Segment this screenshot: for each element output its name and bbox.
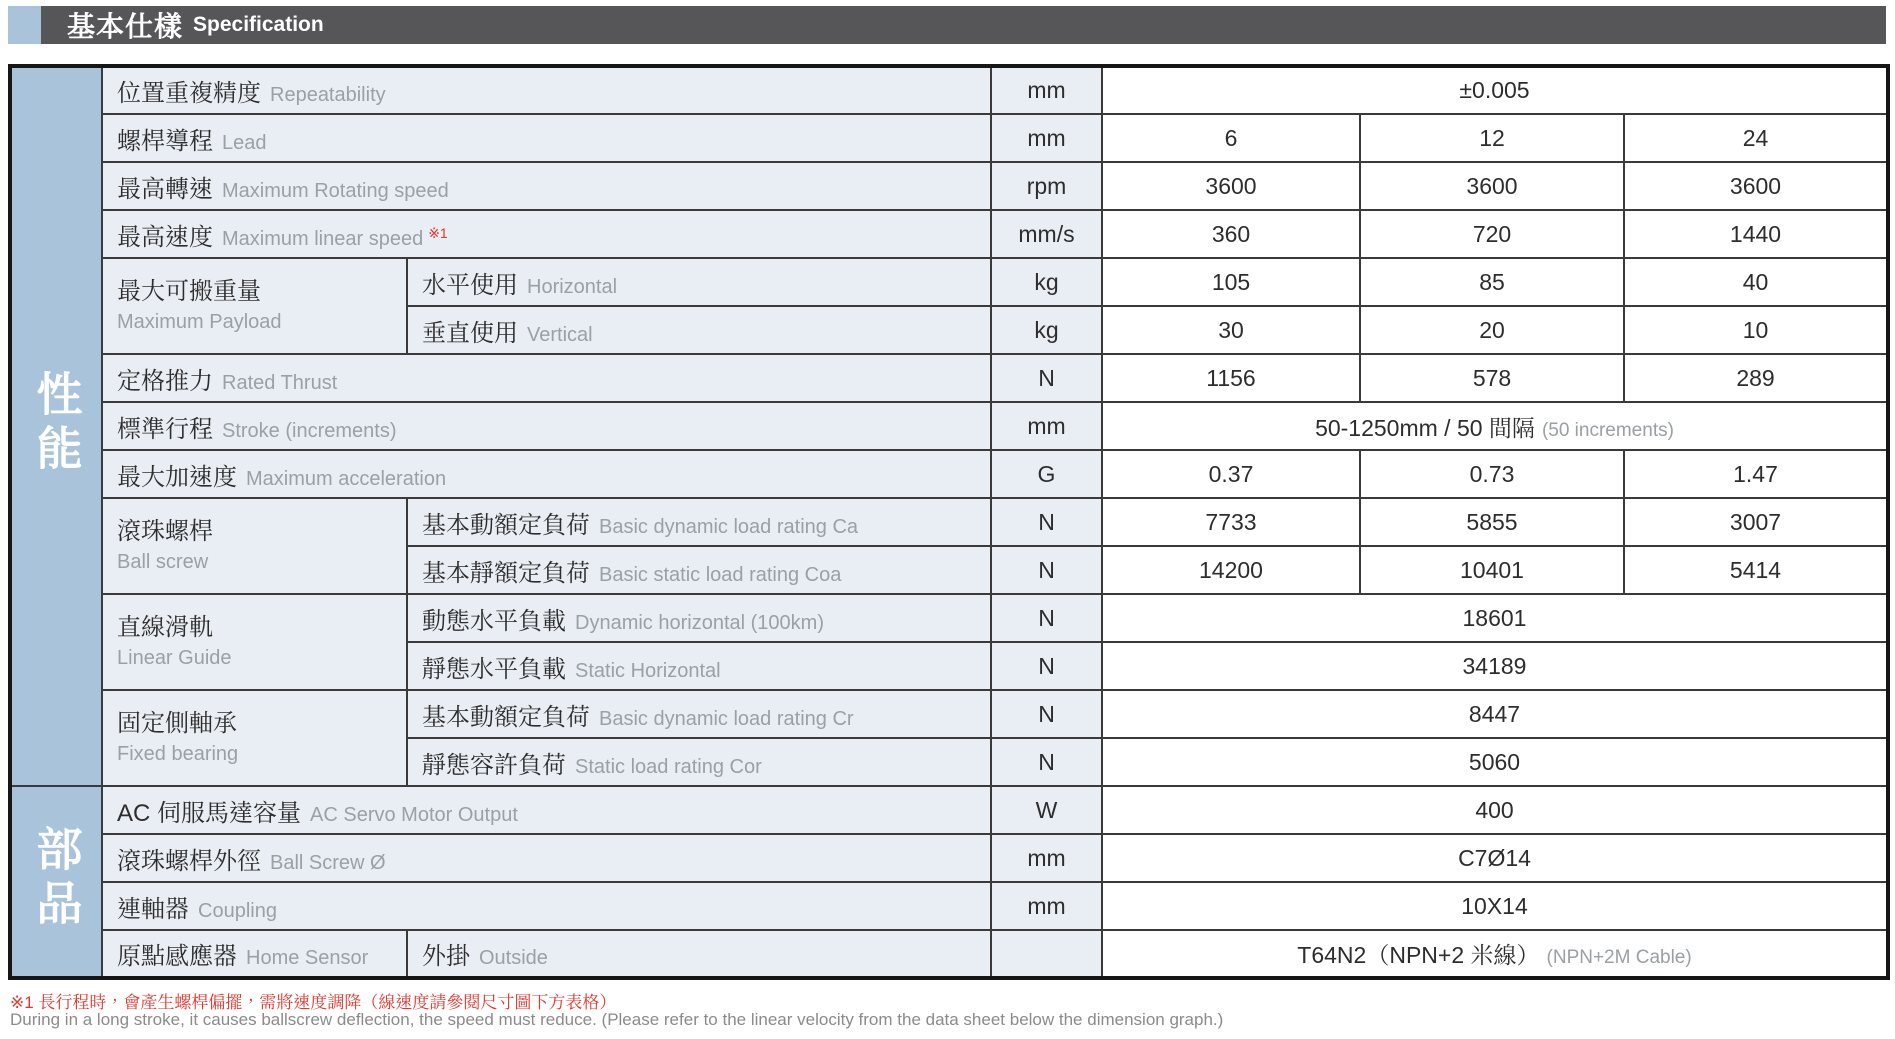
unit-cell: kg [991, 258, 1102, 306]
value-cell: 105 [1102, 258, 1360, 306]
value-cell: 30 [1102, 306, 1360, 354]
row-lead-label: 螺桿導程 Lead [102, 114, 991, 162]
header-accent-square [8, 6, 41, 44]
value-cell: ±0.005 [1102, 66, 1888, 114]
value-cell: 10401 [1360, 546, 1624, 594]
unit-cell: kg [991, 306, 1102, 354]
table-row [10, 594, 1888, 642]
unit-cell: mm [991, 834, 1102, 882]
table-row [10, 402, 1888, 450]
value-cell: T64N2（NPN+2 米線） (NPN+2M Cable) [1102, 930, 1888, 978]
value-cell: 50-1250mm / 50 間隔 (50 increments) [1102, 402, 1888, 450]
value-cell: 7733 [1102, 498, 1360, 546]
row-repeatability-label: 位置重複精度 Repeatability [102, 66, 991, 114]
value-cell: 10 [1624, 306, 1888, 354]
unit-cell: N [991, 690, 1102, 738]
table-row [10, 450, 1888, 498]
value-cell: 360 [1102, 210, 1360, 258]
section-header [8, 6, 1886, 44]
value-cell: 5414 [1624, 546, 1888, 594]
footnote-ref-1: ※1 [428, 225, 448, 242]
table-row [10, 354, 1888, 402]
unit-cell: N [991, 642, 1102, 690]
unit-cell: mm [991, 114, 1102, 162]
value-cell: 578 [1360, 354, 1624, 402]
page-title-zh: 基本仕樣 [67, 11, 184, 42]
value-cell: 1156 [1102, 354, 1360, 402]
table-row [10, 114, 1888, 162]
value-cell: 400 [1102, 786, 1888, 834]
row-linear-guide-group-label: 直線滑軌 Linear Guide [102, 594, 407, 690]
value-cell: 5060 [1102, 738, 1888, 786]
value-cell: 6 [1102, 114, 1360, 162]
row-thrust-label: 定格推力 Rated Thrust [102, 354, 991, 402]
table-row [10, 210, 1888, 258]
unit-cell: mm [991, 882, 1102, 930]
unit-cell: rpm [991, 162, 1102, 210]
row-acceleration-label: 最大加速度 Maximum acceleration [102, 450, 991, 498]
unit-cell: N [991, 498, 1102, 546]
row-max-rotating-label: 最高轉速 Maximum Rotating speed [102, 162, 991, 210]
section-band-performance [10, 66, 102, 786]
unit-cell: G [991, 450, 1102, 498]
row-guide-dynamic-label: 動態水平負載 Dynamic horizontal (100km) [407, 594, 991, 642]
spec-table [8, 64, 1890, 980]
value-cell: 40 [1624, 258, 1888, 306]
table-row [10, 498, 1888, 546]
page-title-en: Specification [193, 13, 324, 36]
table-row [10, 930, 1888, 978]
row-servo-motor-label: AC 伺服馬達容量 AC Servo Motor Output [102, 786, 991, 834]
table-row [10, 66, 1888, 114]
value-cell: 3600 [1102, 162, 1360, 210]
unit-cell: N [991, 546, 1102, 594]
unit-cell: W [991, 786, 1102, 834]
value-cell: 1.47 [1624, 450, 1888, 498]
row-screw-diameter-label: 滾珠螺桿外徑 Ball Screw Ø [102, 834, 991, 882]
table-row [10, 786, 1888, 834]
unit-cell: mm/s [991, 210, 1102, 258]
value-cell: 20 [1360, 306, 1624, 354]
table-row [10, 258, 1888, 306]
row-home-sensor-outside-label: 外掛 Outside [407, 930, 991, 978]
section-band-parts [10, 786, 102, 978]
row-home-sensor-label: 原點感應器 Home Sensor [102, 930, 407, 978]
value-cell: 289 [1624, 354, 1888, 402]
unit-cell: mm [991, 402, 1102, 450]
value-cell: 0.37 [1102, 450, 1360, 498]
value-cell: 14200 [1102, 546, 1360, 594]
unit-cell: N [991, 594, 1102, 642]
row-ballscrew-dynamic-label: 基本動額定負荷 Basic dynamic load rating Ca [407, 498, 991, 546]
unit-cell [991, 930, 1102, 978]
value-cell: 0.73 [1360, 450, 1624, 498]
value-cell: 18601 [1102, 594, 1888, 642]
row-stroke-label: 標準行程 Stroke (increments) [102, 402, 991, 450]
table-row [10, 882, 1888, 930]
footnote-zh: ※1 長行程時，會產生螺桿偏擺，需將速度調降（線速度請參閱尺寸圖下方表格） [10, 993, 617, 1012]
value-cell: 3007 [1624, 498, 1888, 546]
value-cell: 10X14 [1102, 882, 1888, 930]
row-ballscrew-group-label: 滾珠螺桿 Ball screw [102, 498, 407, 594]
row-max-linear-label: 最高速度 Maximum linear speed ※1 [102, 210, 991, 258]
row-bearing-dynamic-label: 基本動額定負荷 Basic dynamic load rating Cr [407, 690, 991, 738]
row-coupling-label: 連軸器 Coupling [102, 882, 991, 930]
unit-cell: N [991, 354, 1102, 402]
row-payload-group-label: 最大可搬重量 Maximum Payload [102, 258, 407, 354]
value-cell: 24 [1624, 114, 1888, 162]
row-guide-static-label: 靜態水平負載 Static Horizontal [407, 642, 991, 690]
table-row [10, 690, 1888, 738]
value-cell: 5855 [1360, 498, 1624, 546]
value-cell: 3600 [1360, 162, 1624, 210]
table-row [10, 162, 1888, 210]
value-cell: 85 [1360, 258, 1624, 306]
unit-cell: N [991, 738, 1102, 786]
unit-cell: mm [991, 66, 1102, 114]
header-title-bar [41, 6, 1886, 44]
section-label-parts: 部品 [30, 825, 83, 933]
row-payload-vertical-label: 垂直使用 Vertical [407, 306, 991, 354]
section-label-performance: 性能 [30, 370, 83, 478]
row-ballscrew-static-label: 基本靜額定負荷 Basic static load rating Coa [407, 546, 991, 594]
value-cell: 3600 [1624, 162, 1888, 210]
row-payload-horizontal-label: 水平使用 Horizontal [407, 258, 991, 306]
value-cell: C7Ø14 [1102, 834, 1888, 882]
value-cell: 8447 [1102, 690, 1888, 738]
row-bearing-static-label: 靜態容許負荷 Static load rating Cor [407, 738, 991, 786]
value-cell: 34189 [1102, 642, 1888, 690]
value-cell: 720 [1360, 210, 1624, 258]
value-cell: 1440 [1624, 210, 1888, 258]
value-cell: 12 [1360, 114, 1624, 162]
footnote-en: During in a long stroke, it causes ballscrew deflection, the speed must reduce. (Please refer to the linear velocity from the data sheet below the dimension graph.) [10, 1010, 1224, 1029]
row-fixed-bearing-group-label: 固定側軸承 Fixed bearing [102, 690, 407, 786]
table-row [10, 834, 1888, 882]
